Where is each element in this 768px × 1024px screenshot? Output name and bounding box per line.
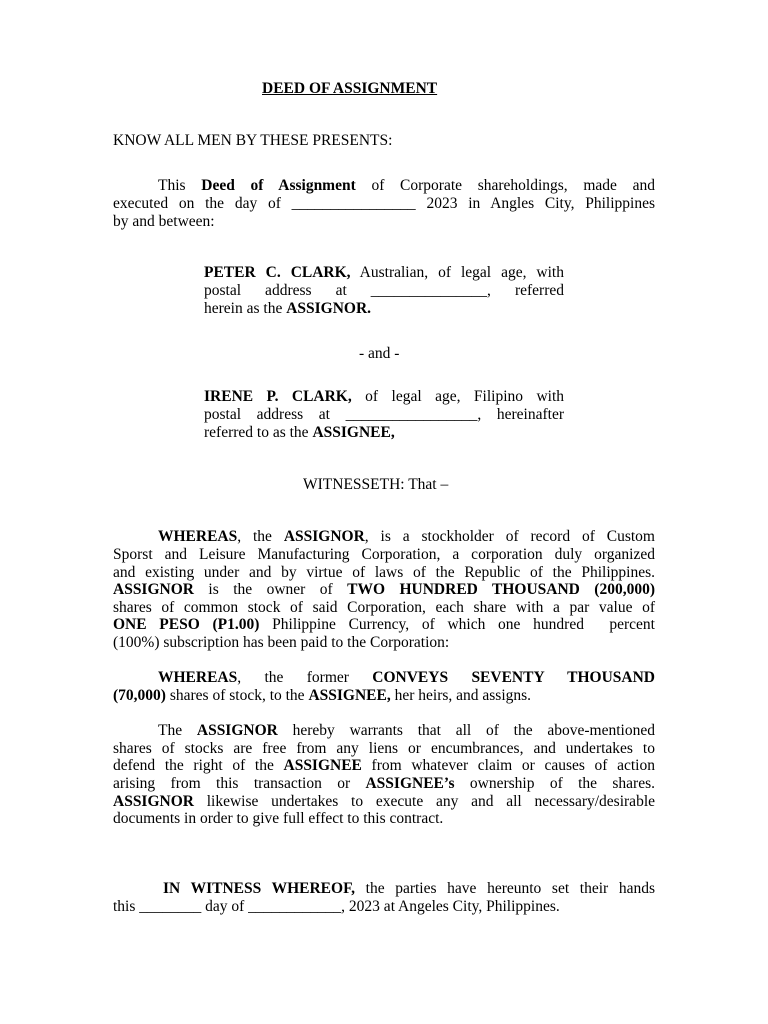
assignee-line-3: referred to as the ASSIGNEE, bbox=[204, 424, 395, 441]
assignor-line-1: PETER C. CLARK, Australian, of legal age, with bbox=[204, 264, 564, 281]
and-separator: - and - bbox=[359, 345, 400, 362]
whereas1-line-2: Sporst and Leisure Manufacturing Corporation, a corporation duly organized bbox=[113, 546, 655, 563]
assignor-line-2: postal address at _______________, referred bbox=[204, 282, 564, 299]
witnesseth-heading: WITNESSETH: That – bbox=[303, 476, 449, 493]
intro-line-3: by and between: bbox=[113, 213, 215, 230]
whereas1-line-4: ASSIGNOR is the owner of TWO HUNDRED THOUSAND (200,000) bbox=[113, 581, 656, 598]
whereas2-line-2: (70,000) shares of stock, to the ASSIGNEE, her heirs, and assigns. bbox=[113, 687, 532, 704]
warranty-line-5: ASSIGNOR likewise undertakes to execute any and all necessary/desirable bbox=[113, 793, 655, 810]
assignee-line-1: IRENE P. CLARK, of legal age, Filipino with bbox=[204, 388, 564, 405]
opening-line: KNOW ALL MEN BY THESE PRESENTS: bbox=[113, 132, 393, 149]
whereas1-line-3: and existing under and by virtue of laws of the Republic of the Philippines. bbox=[113, 564, 655, 581]
assignor-line-3: herein as the ASSIGNOR. bbox=[204, 300, 372, 317]
whereas1-line-7: (100%) subscription has been paid to the Corporation: bbox=[113, 634, 450, 651]
warranty-line-1: The ASSIGNOR hereby warrants that all of the above-mentioned bbox=[158, 722, 655, 739]
intro-line-1: This Deed of Assignment of Corporate shareholdings, made and bbox=[158, 177, 656, 194]
document-title: DEED OF ASSIGNMENT bbox=[262, 80, 438, 97]
witness-whereof-line-2: this ________ day of ____________, 2023 at Angeles City, Philippines. bbox=[113, 898, 560, 915]
whereas1-line-6: ONE PESO (P1.00) Philippine Currency, of which one hundred percent bbox=[113, 616, 655, 633]
warranty-line-3: defend the right of the ASSIGNEE from whatever claim or causes of action bbox=[113, 757, 655, 774]
assignee-line-2: postal address at _________________, hereinafter bbox=[204, 406, 564, 423]
warranty-line-6: documents in order to give full effect to this contract. bbox=[113, 810, 444, 827]
warranty-line-4: arising from this transaction or ASSIGNEE’s ownership of the shares. bbox=[113, 775, 656, 792]
intro-line-2: executed on the day of ________________ 2023 in Angles City, Philippines bbox=[113, 195, 655, 212]
whereas1-line-5: shares of common stock of said Corporation, each share with a par value of bbox=[113, 599, 655, 616]
whereas2-line-1: WHEREAS, the former CONVEYS SEVENTY THOUSAND bbox=[158, 669, 655, 686]
warranty-line-2: shares of stocks are free from any liens or encumbrances, and undertakes to bbox=[113, 740, 655, 757]
whereas1-line-1: WHEREAS, the ASSIGNOR, is a stockholder of record of Custom bbox=[158, 528, 655, 545]
witness-whereof-line-1: IN WITNESS WHEREOF, the parties have hereunto set their hands bbox=[163, 880, 655, 897]
